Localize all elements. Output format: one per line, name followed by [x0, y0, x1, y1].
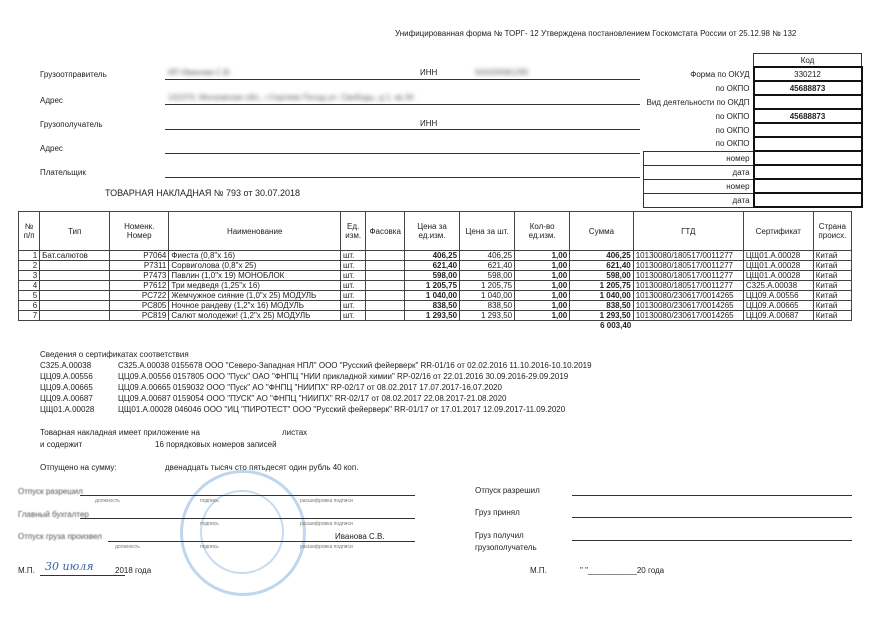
- col-header: Кол-во ед.изм.: [515, 212, 570, 251]
- code-label: дата: [644, 193, 754, 207]
- cert-text: ЦЦ09.А.00687 0159054 ООО "ПУСК" АО "ФНПЦ "НИИПХ" RR-02/17 от 08.02.2017 22.08.2017-21.08.2020: [118, 394, 507, 403]
- table-cell: 1 293,50: [460, 311, 515, 321]
- table-cell: Ночное рандеву (1,2"х 16) МОДУЛЬ: [169, 301, 341, 311]
- table-cell: 1 205,75: [570, 281, 634, 291]
- code-value: [754, 137, 862, 151]
- code-label: по ОКПО: [715, 125, 750, 135]
- col-header: Сертификат: [743, 212, 813, 251]
- release-allowed-label-left: Отпуск разрешил: [18, 487, 83, 496]
- code-label: по ОКПО: [715, 83, 750, 93]
- table-cell: [40, 271, 110, 281]
- shipper-label: Грузоотправитель: [40, 70, 107, 79]
- table-cell: 1,00: [515, 311, 570, 321]
- table-cell: 2: [19, 261, 40, 271]
- code-value: 45688873: [754, 81, 862, 95]
- decode-hint: расшифровка подписи: [300, 521, 353, 527]
- cert-text: С325.А.00038 0155678 ООО "Северо-Западная НПЛ" ООО "Русский фейерверк" RR-01/16 от 02.02.2016 11.10.2016-10.10.2019: [118, 361, 592, 370]
- consignee-underline: [165, 129, 640, 130]
- table-cell: P7311: [110, 261, 169, 271]
- table-cell: Китай: [813, 311, 851, 321]
- table-cell: [40, 301, 110, 311]
- cert-code: ЦЦ09.А.00687: [40, 394, 93, 403]
- table-cell: 1,00: [515, 261, 570, 271]
- table-cell: P7064: [110, 251, 169, 261]
- chief-accountant-label: Главный бухгалтер: [18, 510, 89, 519]
- table-cell: Салют молодежи! (1,2"х 25) МОДУЛЬ: [169, 311, 341, 321]
- table-cell: Фиеста (0,8"х 16): [169, 251, 341, 261]
- table-cell: ЦЩ01.А.00028: [743, 261, 813, 271]
- release-allowed-line-right: [572, 495, 852, 496]
- address-value: 141070, Московская обл., г.Сергиев Посад ул. Свободы, д.1, кв.34: [168, 93, 414, 102]
- col-header: Цена за шт.: [460, 212, 515, 251]
- invoice-title: ТОВАРНАЯ НАКЛАДНАЯ № 793 от 30.07.2018: [105, 188, 301, 198]
- table-cell: Бат.салютов: [40, 251, 110, 261]
- table-cell: 10130080/180517/0011277: [633, 261, 743, 271]
- table-cell: ЦЩ01.А.00028: [743, 251, 813, 261]
- address-underline: [165, 104, 640, 105]
- table-cell: [40, 291, 110, 301]
- inn-value: 504200081295: [475, 68, 529, 77]
- table-cell: 621,40: [570, 261, 634, 271]
- table-cell: 5: [19, 291, 40, 301]
- table-cell: шт.: [340, 251, 365, 261]
- table-cell: 406,25: [460, 251, 515, 261]
- cargo-accepted-label: Груз принял: [475, 508, 520, 517]
- code-label: Вид деятельности по ОКДП: [646, 97, 750, 107]
- table-cell: 4: [19, 281, 40, 291]
- decode-hint: расшифровка подписи: [300, 498, 353, 504]
- table-cell: 598,00: [404, 271, 459, 281]
- table-row: [19, 251, 852, 261]
- table-cell: 6: [19, 301, 40, 311]
- table-row: [19, 301, 852, 311]
- address-label: Адрес: [40, 96, 63, 105]
- table-cell: 621,40: [404, 261, 459, 271]
- table-cell: 838,50: [404, 301, 459, 311]
- code-label: номер: [644, 151, 754, 165]
- code-value: [754, 123, 862, 137]
- table-cell: [366, 291, 405, 301]
- table-cell: шт.: [340, 281, 365, 291]
- date-handwritten: 30 июля: [45, 560, 94, 573]
- cert-code: С325.А.00038: [40, 361, 92, 370]
- table-cell: Китай: [813, 291, 851, 301]
- table-cell: шт.: [340, 261, 365, 271]
- appendix-line2-value: 16 порядковых номеров записей: [155, 440, 277, 449]
- released-value: двенадцать тысяч сто пятьдесят один рубль 40 коп.: [165, 463, 359, 472]
- inn-label: ИНН: [420, 68, 438, 77]
- table-cell: 1 205,75: [404, 281, 459, 291]
- date-line-right: " "___________20 года: [580, 566, 665, 575]
- code-value: [754, 151, 862, 165]
- address2-label: Адрес: [40, 144, 63, 153]
- release-allowed-line-left: [80, 495, 415, 496]
- signature-hint: подпись: [200, 498, 219, 504]
- goods-total: 6 003,40: [600, 321, 632, 330]
- table-cell: P7612: [110, 281, 169, 291]
- chief-accountant-line: [80, 518, 415, 519]
- table-cell: Жемчужное сияние (1,0"х 25) МОДУЛЬ: [169, 291, 341, 301]
- table-cell: Китай: [813, 261, 851, 271]
- signature-hint: подпись: [200, 544, 219, 550]
- cert-code: ЦЩ01.А.00028: [40, 405, 95, 414]
- table-cell: 1,00: [515, 251, 570, 261]
- inn2-label: ИНН: [420, 119, 438, 128]
- table-cell: 1 040,00: [570, 291, 634, 301]
- goods-total-row: [19, 321, 852, 331]
- table-cell: 406,25: [570, 251, 634, 261]
- table-cell: Сорвиголова (0,8"х 25): [169, 261, 341, 271]
- table-cell: [40, 311, 110, 321]
- code-label: дата: [644, 165, 754, 179]
- table-cell: PC805: [110, 301, 169, 311]
- table-cell: 10130080/180517/0011277: [633, 271, 743, 281]
- shipper-underline: [165, 79, 640, 80]
- position-hint: должность: [95, 498, 120, 504]
- signer-name: Иванова С.В.: [335, 532, 385, 541]
- release-allowed-label-right: Отпуск разрешил: [475, 486, 540, 495]
- table-cell: [366, 271, 405, 281]
- date-line-left: [40, 575, 125, 576]
- form-header-note: Унифицированная форма № ТОРГ- 12 Утверждена постановлением Госкомстата России от 25.12.98 № 132: [395, 29, 797, 38]
- code-label: по ОКПО: [715, 111, 750, 121]
- code-value: [754, 179, 862, 193]
- col-header: Цена за ед.изм.: [404, 212, 459, 251]
- table-cell: [366, 281, 405, 291]
- table-cell: Китай: [813, 271, 851, 281]
- table-row: [19, 281, 852, 291]
- appendix-line2-label: и содержит: [40, 440, 83, 449]
- col-header: Ед. изм.: [340, 212, 365, 251]
- col-header: ГТД: [633, 212, 743, 251]
- table-cell: [366, 301, 405, 311]
- code-value: [754, 165, 862, 179]
- goods-body: [19, 251, 852, 321]
- table-cell: 10130080/230617/0014265: [633, 301, 743, 311]
- table-cell: Китай: [813, 251, 851, 261]
- table-cell: ЦЦ09.А.00556: [743, 291, 813, 301]
- payer-underline: [165, 177, 640, 178]
- table-cell: Китай: [813, 281, 851, 291]
- col-header: Фасовка: [366, 212, 405, 251]
- code-value: 330212: [754, 67, 862, 81]
- table-cell: шт.: [340, 291, 365, 301]
- released-label: Отпущено на сумму:: [40, 463, 117, 472]
- cert-code: ЦЦ09.А.00556: [40, 372, 93, 381]
- address2-underline: [165, 153, 640, 154]
- cargo-received-line: [572, 540, 852, 541]
- table-cell: 10130080/180517/0011277: [633, 281, 743, 291]
- year-suffix: 2018 года: [115, 566, 152, 575]
- code-value: [754, 95, 862, 109]
- table-cell: 1 205,75: [460, 281, 515, 291]
- goods-table: [18, 211, 852, 330]
- table-cell: 1,00: [515, 271, 570, 281]
- table-cell: С325.А.00038: [743, 281, 813, 291]
- table-row: [19, 271, 852, 281]
- code-value: 45688873: [754, 109, 862, 123]
- mp-right: М.П.: [530, 566, 547, 575]
- table-cell: 10130080/180517/0011277: [633, 251, 743, 261]
- col-header: Страна происх.: [813, 212, 851, 251]
- certificates-title: Сведения о сертификатах соответствия: [40, 350, 189, 359]
- col-header: Наименование: [169, 212, 341, 251]
- table-cell: 1,00: [515, 281, 570, 291]
- table-cell: 1: [19, 251, 40, 261]
- cargo-received-label: Груз получил: [475, 531, 524, 540]
- col-header: Номенк. Номер: [110, 212, 169, 251]
- table-cell: 621,40: [460, 261, 515, 271]
- table-cell: ЦЦ09.А.00665: [743, 301, 813, 311]
- code-label: номер: [644, 179, 754, 193]
- table-cell: 7: [19, 311, 40, 321]
- table-cell: 838,50: [570, 301, 634, 311]
- cert-text: ЦЦ09.А.00665 0159032 ООО "Пуск" АО "ФНПЦ "НИИПХ" RP-02/17 от 08.02.2017 17.07.2017-16.07.2020: [118, 383, 502, 392]
- code-label: Форма по ОКУД: [690, 69, 750, 79]
- table-cell: [366, 311, 405, 321]
- table-cell: 1 040,00: [460, 291, 515, 301]
- table-cell: шт.: [340, 271, 365, 281]
- col-header: Сумма: [570, 212, 634, 251]
- cert-text: ЦЩ01.А.00028 046046 ООО "ИЦ "ПИРОТЕСТ" ООО "Русский фейерверк" RR-01/17 от 17.01.2017 12.09.2017-11.09.2020: [118, 405, 566, 414]
- table-cell: 598,00: [570, 271, 634, 281]
- appendix-line1-tail: листах: [282, 428, 308, 437]
- codes-table: [643, 53, 863, 208]
- table-cell: Три медведя (1,25"х 16): [169, 281, 341, 291]
- table-cell: ЦЩ01.А.00028: [743, 271, 813, 281]
- table-cell: P7473: [110, 271, 169, 281]
- cert-text: ЦЦ09.А.00556 0157805 ООО "Пуск" ОАО "ФНПЦ "НИИ прикладной химии" RP-02/16 от 22.01.2016 30.09.2016-29.09.2019: [118, 372, 569, 381]
- table-row: [19, 291, 852, 301]
- table-cell: Китай: [813, 301, 851, 311]
- cargo-accepted-line: [572, 517, 852, 518]
- shipment-done-line: [108, 541, 415, 542]
- col-header: Тип: [40, 212, 110, 251]
- consignee-label: Грузополучатель: [40, 120, 103, 129]
- payer-label: Плательщик: [40, 168, 86, 177]
- table-cell: [40, 281, 110, 291]
- decode-hint: расшифровка подписи: [300, 544, 353, 550]
- table-cell: 838,50: [460, 301, 515, 311]
- code-value: [754, 193, 862, 207]
- table-cell: 10130080/230617/0014265: [633, 311, 743, 321]
- table-cell: Павлин (1,0"х 19) МОНОБЛОК: [169, 271, 341, 281]
- signature-hint: подпись: [200, 521, 219, 527]
- table-cell: 3: [19, 271, 40, 281]
- goods-header-row: [19, 212, 852, 251]
- table-cell: PC819: [110, 311, 169, 321]
- table-cell: ЦЦ09.А.00687: [743, 311, 813, 321]
- codes-head: Код: [754, 54, 862, 68]
- appendix-line1-label: Товарная накладная имеет приложение на: [40, 428, 200, 437]
- code-label: по ОКПО: [715, 139, 750, 149]
- consignee-sig-label: грузополучатель: [475, 543, 537, 552]
- position-hint: должность: [115, 544, 140, 550]
- table-row: [19, 311, 852, 321]
- table-cell: 406,25: [404, 251, 459, 261]
- table-cell: [366, 251, 405, 261]
- table-row: [19, 261, 852, 271]
- col-header: № п/п: [19, 212, 40, 251]
- table-cell: 1 040,00: [404, 291, 459, 301]
- table-cell: [366, 261, 405, 271]
- table-cell: 598,00: [460, 271, 515, 281]
- shipment-done-label: Отпуск груза произвел: [18, 532, 102, 541]
- table-cell: 1 293,50: [570, 311, 634, 321]
- table-cell: шт.: [340, 311, 365, 321]
- cert-code: ЦЦ09.А.00665: [40, 383, 93, 392]
- mp-left: М.П.: [18, 566, 35, 575]
- table-cell: PC722: [110, 291, 169, 301]
- table-cell: 1,00: [515, 291, 570, 301]
- table-cell: 10130080/230617/0014265: [633, 291, 743, 301]
- shipper-value: ИП Иванова С.В.: [168, 68, 232, 77]
- table-cell: 1 293,50: [404, 311, 459, 321]
- table-cell: [40, 261, 110, 271]
- table-cell: 1,00: [515, 301, 570, 311]
- table-cell: шт.: [340, 301, 365, 311]
